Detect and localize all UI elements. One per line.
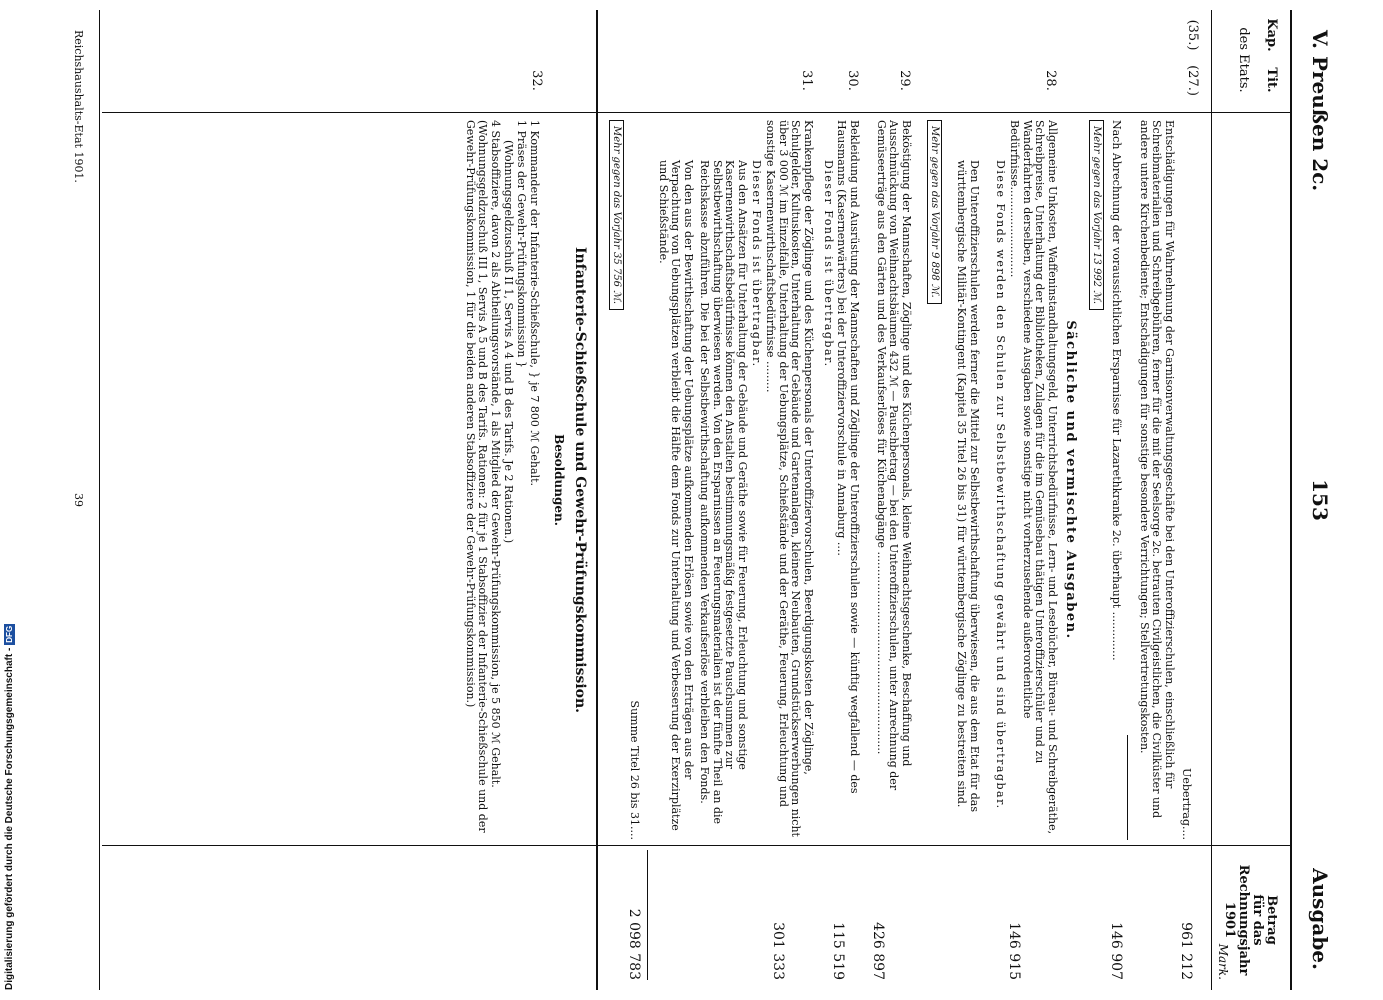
entry-32-line-4: 4 Stabsoffiziere, davon 2 als Abtheilungsvorstände, 1 als Mitglied der Gewehr-Prüfungskommission, je 5 850 ℳ Gehalt. (Wohnungsgeldzuschuß III 1, Servis A 5 und B des Tarifs. Rationen: 2 für je 1 Stabsoffizier der Infanterie-Schießschule und der Gewehr-Prüfungskommission, 1 für die beiden anderen Stabsoffiziere der Gewehr-Prüfungskommission.) [464, 120, 502, 833]
sum-mehr: Mehr gegen das Vorjahr 35 756 ℳ. [609, 120, 624, 310]
amount-head-line-1: Betrag [1264, 895, 1279, 945]
entry-31-note-2: Aus den Ansätzen für Unterhaltung der Gebäude und Geräthe sowie für Feuerung, Erleuchtung und sonstige Kasernenwirthschaftsbedürfnisse können den Anstalten bestimmungsmäßig festgesetzte Pauschsummen zur Selbstbewirthschaftung überwiesen werden. Von den Ersparnissen an Feuerungsmaterialien ist der fünfte Theil an die Reichskasse abzuführen. Die bei der Selbstbewirthschaftung aufkommenden Verkaufserlöse verbleiben den Fonds. [698, 160, 749, 825]
entry-30-amount: 115 519 [830, 922, 846, 980]
entry-32-line-3: (Wohnungsgeldzuschuß II 1, Servis A 4 und B des Tarifs. Je 2 Rationen.) [502, 140, 515, 544]
entry-29-text: Beköstigung der Mannschaften, Zöglinge und des Küchenpersonals, kleine Weihnachtsgeschenke, Beschaffung und Ausschmückung von Weihnachtsbäumen 432 ℳ — Pauschbetrag — bei den Unteroffizierschulen, unter Anrechnung der Gemüseerträge aus den Gärten und des Verkaufserlöses für Küchenabgänge .......................................................... [875, 120, 913, 791]
entry-28-note-2: Den Unteroffizierschulen werden ferner die Mittel zur Selbstbewirthschaftung überwiesen, die aus dem Etat für das württembergische Militär-Kontingent (Kapitel 35 Titel 26 bis 31) für württembergische Zöglinge zu bestreiten sind. [955, 160, 981, 812]
entry-31-note-3: Von den aus der Bewirthschaftung der Uebungsplätze aufkommenden Erlösen sowie von den Erträgen aus der Verpachtung von Uebungsplätzen verbleibt die Hälfte dem Fonds zur Unterhaltung und Verbesserung der Exerzirplätze und Schießstände. [657, 160, 695, 831]
entry-27-amount: 146 907 [1108, 922, 1124, 980]
section-title-saechliche: Sächliche und vermischte Ausgaben. [1063, 320, 1078, 640]
footer-etat: Reichshaushalts-Etat 1901. [72, 30, 85, 183]
top-rule [1290, 10, 1292, 990]
entry-27-total-line: Nach Abrechnung der voraussichtlichen Ersparnisse für Lazarethkranke 2c. überhaupt .............. [1110, 120, 1123, 661]
amount-head-line-4: 1901 [1222, 901, 1237, 939]
document-page [40, 0, 1340, 1000]
entry-31-text: Krankenpflege der Zöglinge und des Küchenpersonals der Unteroffiziervorschulen, Beerdigungskosten der Zöglinge, Schulgelder, Kultuskosten, Unterhaltung der Gebäude und Gartenanlagen, kleinere Neubauten, Grundstückserwerbungen nicht über 3 000 ℳ im Einzelfalle, Unterhaltung der Uebungsplätze, Schießstände und der Geräthe, Feuerung, Erleuchtung und sonstige Kasernenwirthschaftsbedürfnisse ......... [764, 120, 815, 837]
entry-31-amount: 301 333 [770, 922, 786, 980]
entry-32-line-1: 1 Kommandeur der Infanterie-Schießschule, } je 7 800 ℳ Gehalt. [528, 120, 541, 487]
column-header-amount [1222, 850, 1278, 990]
entry-27-tit: (27.) [1185, 65, 1200, 96]
sum-bottom-rule [596, 10, 598, 990]
page-header-left: V. Preußen 2c. [1308, 30, 1332, 192]
column-header-tit: Tit. [1264, 67, 1279, 93]
column-divider-left [102, 112, 1292, 113]
footer-sheet-number: 39 [72, 493, 85, 507]
entry-31-tit: 31. [799, 70, 814, 91]
entry-29-amount: 426 897 [870, 922, 886, 980]
page-header-right: Ausgabe. [1308, 868, 1332, 970]
column-header-kap: Kap. [1264, 18, 1279, 52]
funding-sidebar [0, 540, 20, 990]
column-divider-right [102, 845, 1292, 846]
entry-27-text: Entschädigungen für Wahrnehmung der Garnisonverwaltungsgeschäfte bei den Unteroffizierschulen, einschließlich für Schreibmaterialien und Schreibgebühren, ferner für die mit der Seelsorge 2c. betrauten Civilgeistlichen, die Civilküster und andere untere Kirchenbediente; Entschädigungen für sonstige besondere Verrichtungen; Stellvertretungskosten. [1138, 120, 1176, 819]
entry-27-underline [1127, 735, 1128, 840]
entry-28-tit: 28. [1043, 70, 1058, 91]
page-number: 153 [1308, 479, 1332, 521]
column-header-mark: Mark. [1216, 943, 1230, 980]
dfg-logo: DFG [5, 625, 14, 643]
amount-head-line-2: für das [1250, 894, 1265, 946]
bottom-rule [99, 10, 100, 990]
entry-30-tit: 30. [845, 70, 860, 91]
subsection-besoldungen: Besoldungen. [552, 434, 566, 526]
uebertrag-amount: 961 212 [1178, 922, 1194, 980]
entry-28-amount: 146 915 [1006, 922, 1022, 980]
amount-head-line-3: Rechnungsjahr [1236, 864, 1251, 976]
entry-30-note: Dieser Fonds ist übertragbar. [822, 160, 835, 368]
column-header-des-etats: des Etats. [1236, 27, 1251, 93]
sum-top-rule [647, 850, 648, 980]
entry-31-note: Dieser Fonds ist übertragbar. [750, 160, 763, 368]
header-bottom-rule [1211, 10, 1212, 990]
sum-label: Summe Titel 26 bis 31.... [628, 700, 641, 840]
entry-27-kap: (35.) [1185, 19, 1200, 51]
entry-32-line-2: 1 Präses der Gewehr-Prüfungskommission } [515, 120, 528, 368]
entry-29-tit: 29. [897, 70, 912, 91]
uebertrag-label: Uebertrag.... [1180, 768, 1193, 840]
entry-30-text: Bekleidung und Ausrüstung der Mannschaften und Zöglinge der Unteroffizierschulen sowie — künftig wegfallend — des Hausmanns (Kasernenwärters) bei der Unteroffiziervorschule in Annaburg .... [835, 120, 861, 794]
entry-28-mehr: Mehr gegen das Vorjahr 9 898 ℳ. [927, 120, 942, 304]
funding-note [4, 540, 15, 990]
sum-amount: 2 098 783 [626, 908, 642, 980]
entry-28-note: Diese Fonds werden den Schulen zur Selbstbewirthschaftung gewährt und sind übertragbar. [994, 160, 1007, 810]
section-title-infanterie: Infanterie-Schießschule und Gewehr-Prüfungskommission. [572, 246, 588, 714]
entry-28-text: Allgemeine Unkosten, Waffeninstandhaltungsgeld, Unterrichtsbedürfnisse, Lern- und Lesebücher, Büreau- und Schreibgeräthe, Schreibpreise, Unterhaltung der Bibliotheken, Zulagen für die im Gemüsebau thätigen Unteroffizierschüler und zu Wanderfahrten derselben, verschiedene Ausgaben sowie sonstige nicht vorherzusehende außerordentliche Bedürfnisse.......................... [1008, 120, 1059, 835]
entry-32-tit: 32. [529, 70, 544, 91]
entry-27-mehr: Mehr gegen das Vorjahr 13 992 ℳ. [1089, 120, 1104, 310]
funding-note-text: Digitalisierung gefördert durch die Deutsche Forschungsgemeinschaft - [4, 647, 15, 990]
